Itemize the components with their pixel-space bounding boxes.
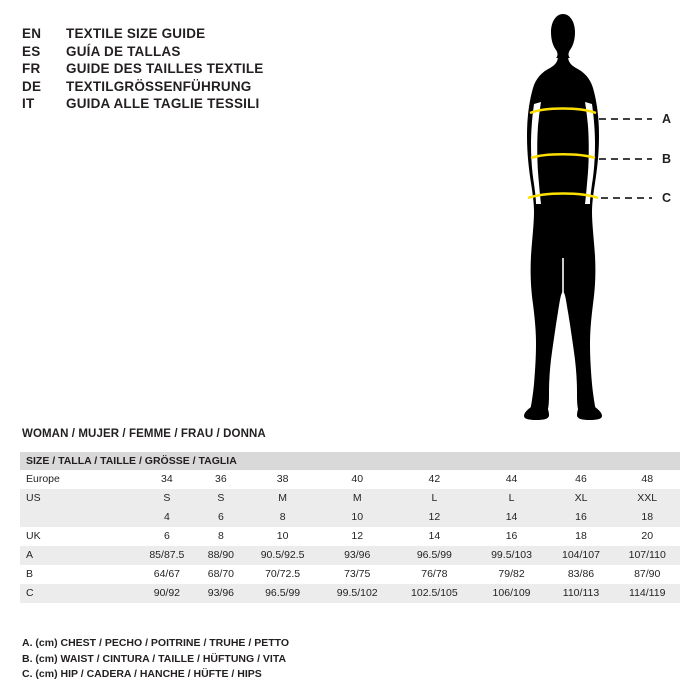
- cell: 6: [136, 527, 198, 546]
- title-text-es: GUÍA DE TALLAS: [66, 43, 181, 59]
- cell: 12: [321, 527, 393, 546]
- table-row: [20, 546, 680, 565]
- cell: 34: [136, 470, 198, 489]
- title-text-en: TEXTILE SIZE GUIDE: [66, 26, 206, 41]
- row-label-us: US: [20, 489, 136, 508]
- cell: M: [244, 489, 321, 508]
- cell: S: [136, 489, 198, 508]
- cell: 10: [321, 508, 393, 527]
- cell: 88/90: [198, 546, 244, 565]
- cell: 48: [614, 470, 680, 489]
- table-row: [20, 565, 680, 584]
- cell: 90.5/92.5: [244, 546, 321, 565]
- cell: 99.5/103: [476, 546, 548, 565]
- cell: 102.5/105: [393, 584, 475, 603]
- title-lang-it: IT: [22, 96, 35, 111]
- cell: 107/110: [614, 546, 680, 565]
- cell: 87/90: [614, 565, 680, 584]
- table-row: [20, 508, 680, 527]
- cell: 8: [198, 527, 244, 546]
- cell: 4: [136, 508, 198, 527]
- title-text-fr: GUIDE DES TAILLES TEXTILE: [66, 61, 264, 76]
- cell: 79/82: [476, 565, 548, 584]
- title-block: [22, 26, 502, 114]
- cell: 14: [393, 527, 475, 546]
- cell: 68/70: [198, 565, 244, 584]
- title-row-de: [22, 79, 502, 94]
- body-silhouette-icon: [500, 8, 690, 433]
- cell: 10: [244, 527, 321, 546]
- cell: 8: [244, 508, 321, 527]
- cell: 114/119: [614, 584, 680, 603]
- cell: 110/113: [548, 584, 615, 603]
- size-table: [20, 452, 680, 603]
- row-label-us-numeric: [20, 508, 136, 527]
- title-row-it: [22, 96, 502, 111]
- cell: 18: [614, 508, 680, 527]
- cell: L: [393, 489, 475, 508]
- section-heading-woman: WOMAN / MUJER / FEMME / FRAU / DONNA: [22, 428, 266, 440]
- title-row-es: [22, 44, 502, 59]
- cell: 12: [393, 508, 475, 527]
- cell: 76/78: [393, 565, 475, 584]
- cell: 73/75: [321, 565, 393, 584]
- cell: 18: [548, 527, 615, 546]
- row-label-a: A: [20, 546, 136, 565]
- footnote-b: B. (cm) WAIST / CINTURA / TAILLE / HÜFTUNG / VITA: [22, 652, 287, 665]
- row-label-europe: Europe: [20, 470, 136, 489]
- title-text-de: TEXTILGRÖSSENFÜHRUNG: [66, 78, 252, 94]
- cell: 42: [393, 470, 475, 489]
- footnotes: [22, 636, 289, 683]
- cell: 6: [198, 508, 244, 527]
- cell: 93/96: [321, 546, 393, 565]
- row-label-uk: UK: [20, 527, 136, 546]
- title-lang-en: EN: [22, 26, 42, 41]
- cell: 38: [244, 470, 321, 489]
- cell: 44: [476, 470, 548, 489]
- cell: S: [198, 489, 244, 508]
- cell: 106/109: [476, 584, 548, 603]
- footnote-c: C. (cm) HIP / CADERA / HANCHE / HÜFTE / HIPS: [22, 668, 262, 680]
- table-row: [20, 489, 680, 508]
- cell: 70/72.5: [244, 565, 321, 584]
- cell: 16: [476, 527, 548, 546]
- cell: 104/107: [548, 546, 615, 565]
- cell: 14: [476, 508, 548, 527]
- table-header-row: [20, 452, 680, 470]
- table-row: [20, 527, 680, 546]
- cell: 83/86: [548, 565, 615, 584]
- cell: M: [321, 489, 393, 508]
- table-header-label: SIZE / TALLA / TAILLE / GRÖSSE / TAGLIA: [26, 455, 237, 467]
- measure-label-c: C: [662, 191, 672, 205]
- table-row: [20, 584, 680, 603]
- cell: 93/96: [198, 584, 244, 603]
- cell: 46: [548, 470, 615, 489]
- cell: 85/87.5: [136, 546, 198, 565]
- cell: L: [476, 489, 548, 508]
- title-lang-es: ES: [22, 43, 41, 59]
- cell: 20: [614, 527, 680, 546]
- title-lang-de: DE: [22, 78, 42, 94]
- title-row-fr: [22, 61, 502, 76]
- cell: 90/92: [136, 584, 198, 603]
- cell: 96.5/99: [393, 546, 475, 565]
- cell: XL: [548, 489, 615, 508]
- row-label-c: C: [20, 584, 136, 603]
- cell: 36: [198, 470, 244, 489]
- cell: 16: [548, 508, 615, 527]
- female-body-figure: [500, 8, 690, 433]
- cell: 96.5/99: [244, 584, 321, 603]
- measure-label-b: B: [662, 152, 672, 166]
- cell: 64/67: [136, 565, 198, 584]
- footnote-a: A. (cm) CHEST / PECHO / POITRINE / TRUHE / PETTO: [22, 637, 290, 649]
- row-label-b: B: [20, 565, 136, 584]
- measure-label-a: A: [662, 112, 672, 126]
- table-row: [20, 470, 680, 489]
- title-text-it: GUIDA ALLE TAGLIE TESSILI: [66, 96, 260, 111]
- title-lang-fr: FR: [22, 61, 41, 76]
- cell: 40: [321, 470, 393, 489]
- cell: 99.5/102: [321, 584, 393, 603]
- title-row-en: [22, 26, 502, 41]
- cell: XXL: [614, 489, 680, 508]
